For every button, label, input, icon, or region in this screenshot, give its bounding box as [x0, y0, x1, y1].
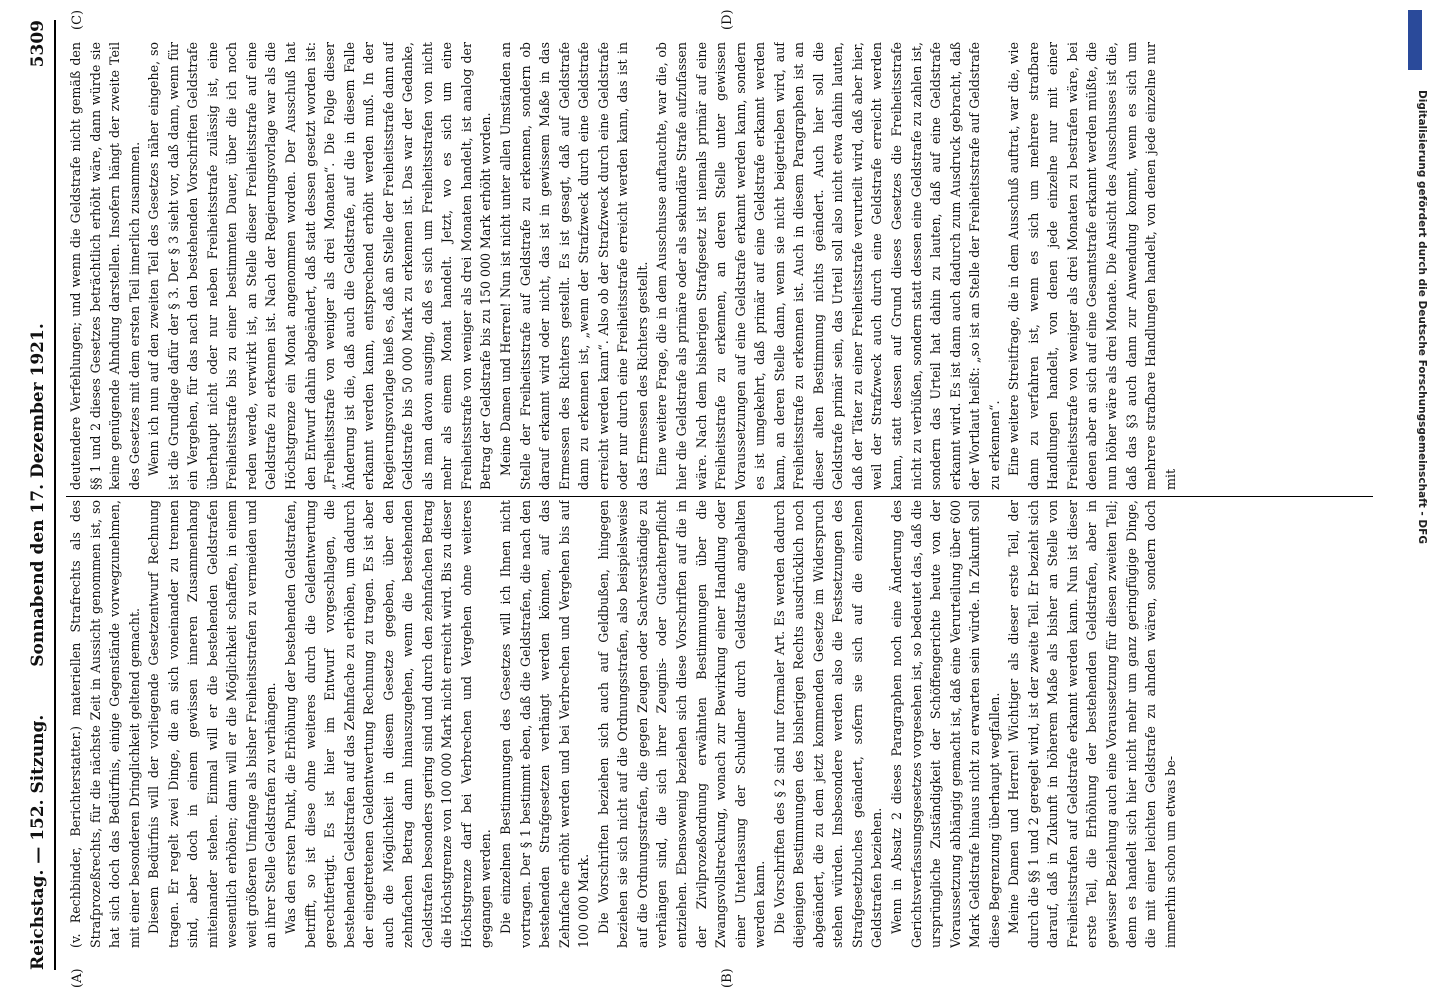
column-divider — [66, 496, 1373, 497]
dfg-logo — [1408, 10, 1422, 90]
header-date: Sonnabend den 17. Dezember 1921. — [28, 323, 48, 667]
right-text-column — [66, 42, 1373, 490]
margin-marker-c: (C) — [70, 9, 85, 30]
page-header — [28, 20, 56, 970]
paragraph: Was den ersten Punkt, die Erhöhung der bestehenden Geldstrafen, betrifft, so ist diese ohne weiteres durch die Geldentwertung gerechtfertigt. Es ist hier im Entwurf vorgeschlagen, die bestehenden Geldstrafen auf das Zehnfache zu erhöhen, um dadurch der eingetretenen Geldentwertung Rechnung zu tragen. Es ist aber auch die Möglichkeit in diesem Gesetze gegeben, über den zehnfachen Betrag dann hinauszugehen, wenn die bestehenden Geldstrafen besonders gering sind und durch den zehnfachen Betrag die Höchstgrenze von 100 000 Mark nicht erreicht wird. Bis zu dieser Höchstgrenze darf bei Verbrechen und Vergehen ohne weiteres gegangen werden. — [283, 500, 494, 948]
margin-marker-d: (D) — [720, 9, 735, 30]
paragraph: Wenn in Absatz 2 dieses Paragraphen noch eine Änderung des Gerichtsverfassungsgesetzes vorgesehen ist, so bedeutet das, daß die ursprüngliche Zuständigkeit der Schöffengerichte heute von der Voraussetzung abhängig gemacht ist, daß eine Verurteilung über 600 Mark Geldstrafe hinaus nicht zu erwarten sein würde. In Zukunft soll diese Begrenzung überhaupt wegfallen. — [888, 500, 1002, 948]
paragraph: (v. Rechbinder, Berichterstatter.) materiellen Strafrechts als des Strafprozeßrechts, für die nächste Zeit in Aussicht genommen ist, so hat sich doch das Bedürfnis, einige Gegenstände vorwegzunehmen, mit einer besonderen Dringlichkeit geltend gemacht. — [68, 500, 142, 948]
page-number: 5309 — [28, 20, 48, 68]
paragraph: Die einzelnen Bestimmungen des Gesetzes will ich Ihnen nicht vortragen. Der § 1 bestimmt eben, daß die Geldstrafen, die nach den bestehenden Strafgesetzen verhängt werden können, auf das Zehnfache erhöht werden und bei Verbrechen und Vergehen bis auf 100 000 Mark. — [498, 500, 592, 948]
paragraph: Die Vorschriften des § 2 sind nur formaler Art. Es werden dadurch diejenigen Bestimmungen des bisherigen Rechts ausdrücklich noch abgeändert, die zu dem jetzt kommenden Gesetze im Widerspruch stehen würden. Insbesondere werden also die Festsetzungen des Strafgesetzbuches geändert, sofern sie sich auf die einzelnen Geldstrafen beziehen. — [771, 500, 885, 948]
paragraph: Meine Damen und Herren! Nun ist nicht unter allen Umständen an Stelle der Freiheitsstrafe auf Geldstrafe zu erkennen, sondern ob darauf erkannt wird oder nicht, das ist in gewissem Maße in das Ermessen des Richters gestellt. Es ist gesagt, daß auf Geldstrafe dann zu erkennen ist, „wenn der Strafzweck durch eine Geldstrafe erreicht werden kann“. Also ob der Strafzweck durch eine Geldstrafe oder nur durch eine Freiheitsstrafe erreicht werden kann, das ist in das Ermessen des Richters gestellt. — [498, 42, 650, 490]
paragraph: Eine weitere Streitfrage, die in dem Ausschuß auftrat, war die, wie dann zu verfahren ist, wenn es sich um mehrere strafbare Handlungen handelt, von denen jede einzelne nur mit einer Freiheitsstrafe von weniger als drei Monaten zu bestrafen wäre, bei denen aber an sich auf eine Gesamtstrafe erkannt werden müßte, die nun höher wäre als drei Monate. Die Ansicht des Ausschusses ist die, daß das §3 auch dann zur Anwendung kommt, wenn es sich um mehrere strafbare Handlungen handelt, von denen jede einzelne nur mit — [1006, 42, 1178, 490]
paragraph: deutendere Verfehlungen; und wenn die Geldstrafe nicht gemäß den §§ 1 und 2 dieses Gesetzes beträchtlich erhöht wäre, dann würde sie keine genügende Ahndung darstellen. Insofern hängt der zweite Teil des Gesetzes mit dem ersten Teil innerlich zusammen. — [68, 42, 142, 490]
paragraph: Wenn ich nun auf den zweiten Teil des Gesetzes näher eingehe, so ist die Grundlage dafür der § 3. Der § 3 sieht vor, daß dann, wenn für ein Vergehen, für das nach den bestehenden Vorschriften Geldstrafe überhaupt nicht oder nur neben Freiheitsstrafe zulässig ist, eine Freiheitsstrafe bis zu einer bestimmten Dauer, über die ich noch reden werde, verwirkt ist, an Stelle dieser Freiheitsstrafe auf eine Geldstrafe zu erkennen ist. Nach der Regierungsvorlage war als die Höchstgrenze ein Monat angenommen worden. Der Ausschuß hat den Entwurf dahin abgeändert, daß statt dessen gesetzt worden ist: „Freiheitsstrafe von weniger als drei Monaten“. Die Folge dieser Änderung ist die, daß auch die Geldstrafe, auf die in diesem Falle erkannt werden kann, entsprechend erhöht werden muß. In der Regierungsvorlage hieß es, daß an Stelle der Freiheitsstrafe dann auf Geldstrafe bis 50 000 Mark zu erkennen ist. Das war der Gedanke, als man davon ausging, daß es sich um Freiheitsstrafen von nicht mehr als einem Monat handelt. Jetzt, wo es sich um eine Freiheitsstrafe von weniger als drei Monaten handelt, ist analog der Betrag der Geldstrafe bis zu 150 000 Mark erhöht worden. — [146, 42, 494, 490]
margin-marker-a: (A) — [70, 968, 85, 988]
dfg-logo-text: DFG — [1410, 70, 1420, 90]
digitization-note — [1416, 80, 1432, 900]
header-session: Reichstag. — 152. Sitzung. — [28, 714, 48, 970]
paragraph: Die Vorschriften beziehen sich auch auf Geldbußen, hingegen beziehen sie sich nicht auf die Ordnungsstrafen, also beispielsweise auf die Ordnungsstrafen, die gegen Zeugen oder Sachverständige zu verhängen sind, die sich ihrer Zeugnis- oder Gutachterpflicht entziehen. Ebensowenig beziehen sich diese Vorschriften auf die in der Zivilprozeßordnung erwähnten Bestimmungen über die Zwangsvollstreckung, wonach zur Bewirkung einer Handlung oder einer Unterlassung der Schuldner durch Geldstrafe angehalten werden kann. — [595, 500, 768, 948]
digitization-note-text: Digitalisierung gefördert durch die Deutsche Forschungsgemeinschaft - DFG — [1416, 90, 1428, 544]
paragraph: Diesem Bedürfnis will der vorliegende Gesetzentwurf Rechnung tragen. Er regelt zwei Dinge, die an sich voneinander zu trennen sind, aber doch in einem gewissen inneren Zusammenhang miteinander stehen. Einmal will er die bestehenden Geldstrafen wesentlich erhöhen; dann will er die Möglichkeit schaffen, in einem weit größeren Umfange als bisher Freiheitsstrafen zu vermeiden und an ihrer Stelle Geldstrafen zu verhängen. — [146, 500, 279, 948]
margin-marker-b: (B) — [720, 968, 735, 988]
paragraph: Eine weitere Frage, die in dem Ausschusse auftauchte, war die, ob hier die Geldstrafe als primäre oder als sekundäre Strafe aufzufassen wäre. Nach dem bisherigen Strafgesetz ist niemals primär auf eine Freiheitsstrafe zu erkennen, an deren Stelle unter gewissen Voraussetzungen auf eine Geldstrafe erkannt werden kann, sondern es ist umgekehrt, daß primär auf eine Geldstrafe erkannt werden kann, an deren Stelle dann, wenn sie nicht beigetrieben wird, auf Freiheitsstrafe zu erkennen ist. Auch in diesem Paragraphen ist an dieser alten Bestimmung nichts geändert. Auch hier soll die Geldstrafe primär sein, das Urteil soll also nicht etwa dahin lauten, daß der Täter zu einer Freiheitsstrafe verurteilt wird, daß aber hier, weil der Strafzweck auch durch eine Geldstrafe erreicht werden kann, statt dessen auf Grund dieses Gesetzes die Freiheitsstrafe nicht zu verbüßen, sondern statt dessen eine Geldstrafe zu zahlen ist, sondern das Urteil hat dahin zu lauten, daß auf eine Geldstrafe erkannt wird. Es ist dann auch dadurch zum Ausdruck gebracht, daß der Wortlaut heißt: „so ist an Stelle der Freiheitsstrafe auf Geldstrafe zu erkennen“. — [654, 42, 1002, 490]
paragraph: Meine Damen und Herren! Wichtiger als dieser erste Teil, der durch die §§ 1 und 2 geregelt wird, ist der zweite Teil. Er bezieht sich darauf, daß in Zukunft in höherem Maße als bisher an Stelle von Freiheitsstrafen auf Geldstrafe erkannt werden kann. Nun ist dieser erste Teil, die Erhöhung der bestehenden Geldstrafen, aber in gewisser Beziehung auch eine Voraussetzung für diesen zweiten Teil; denn es handelt sich hier nicht mehr um ganz geringfügige Dinge, die mit einer leichten Geldstrafe zu ahnden wären, sondern doch immerhin schon um etwas be- — [1006, 500, 1178, 948]
left-text-column — [66, 500, 1373, 948]
